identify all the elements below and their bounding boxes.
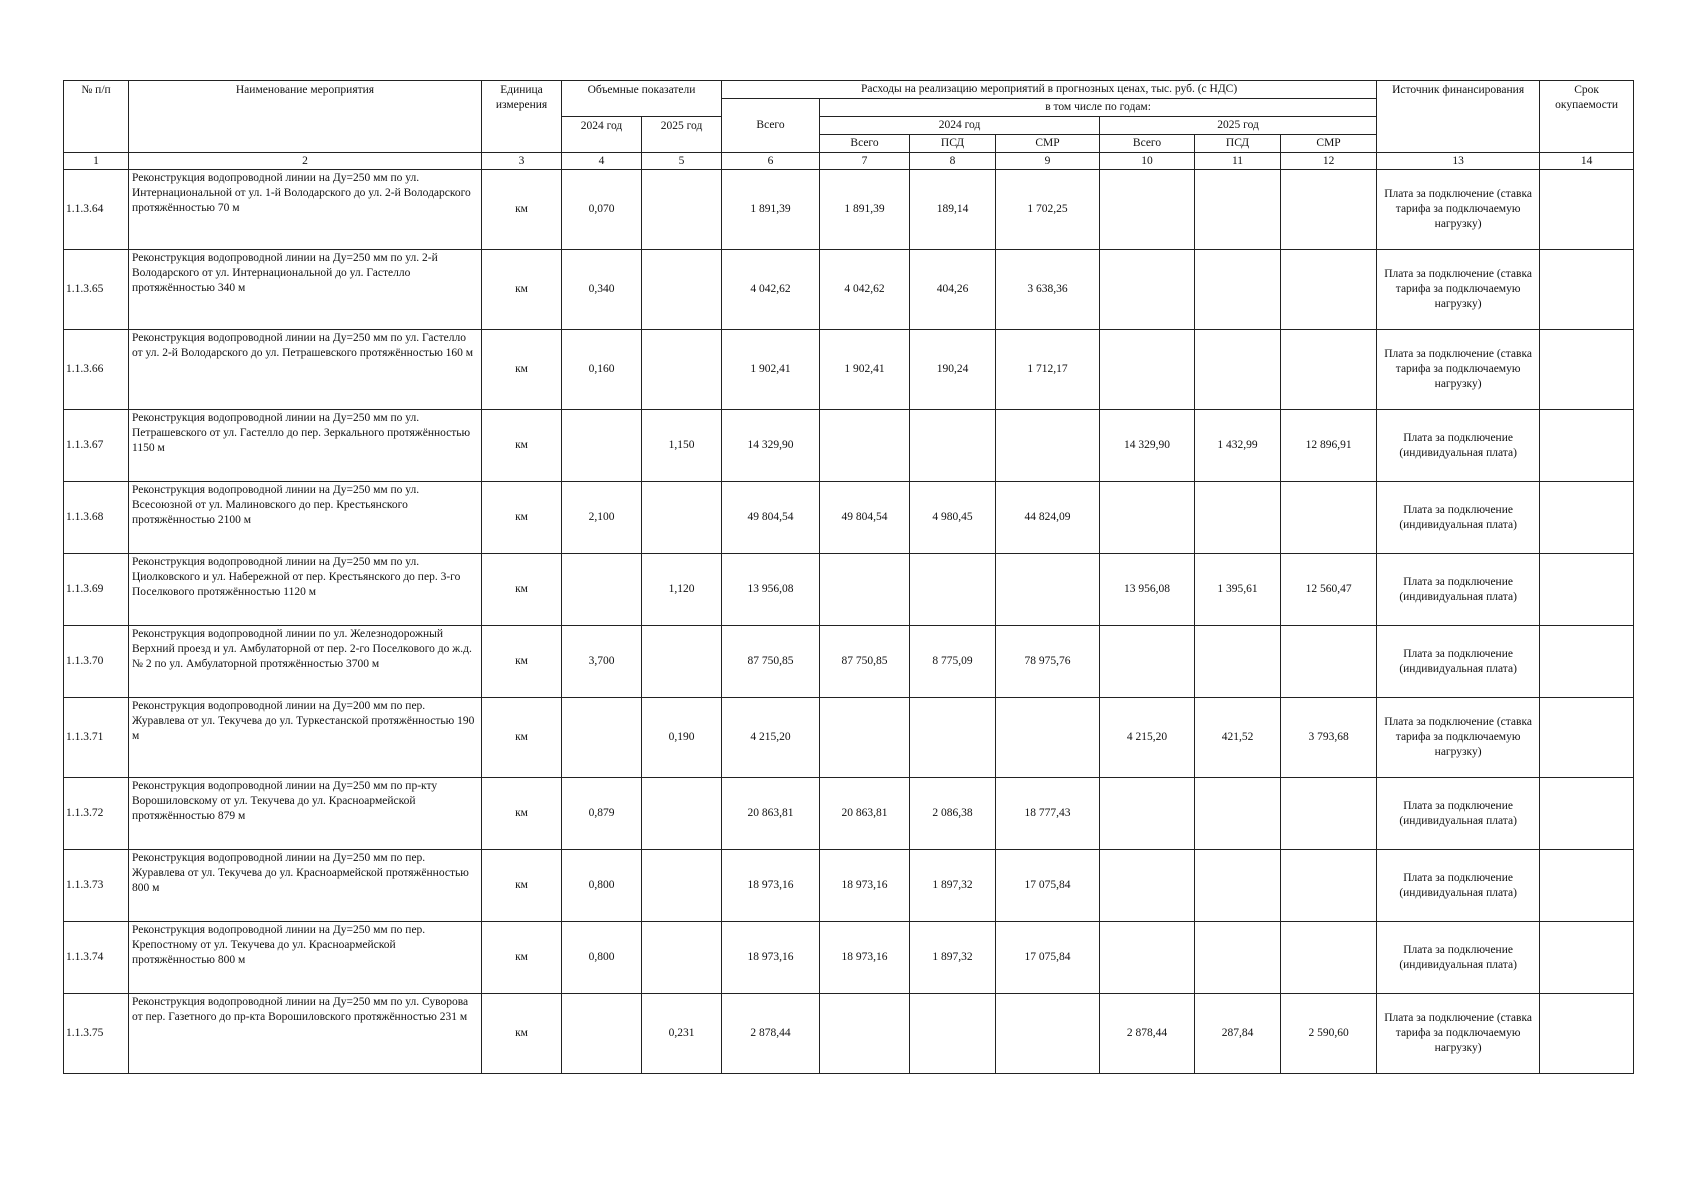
cost-2024-total-cell: 1 891,39 bbox=[820, 170, 910, 250]
header-costs: Расходы на реализацию мероприятий в прогнозных ценах, тыс. руб. (с НДС) bbox=[722, 81, 1377, 99]
financing-source-cell: Плата за подключение (индивидуальная плата) bbox=[1377, 410, 1540, 482]
unit-cell: км bbox=[482, 922, 562, 994]
cost-2024-psd-cell: 1 897,32 bbox=[910, 922, 996, 994]
header-volume-2025: 2025 год bbox=[642, 117, 722, 153]
column-number: 5 bbox=[642, 153, 722, 170]
table-row bbox=[64, 170, 1634, 250]
payback-cell bbox=[1540, 330, 1634, 410]
payback-cell bbox=[1540, 250, 1634, 330]
header-unit: Единица измерения bbox=[482, 81, 562, 153]
header-name: Наименование мероприятия bbox=[129, 81, 482, 153]
cost-2024-psd-cell: 4 980,45 bbox=[910, 482, 996, 554]
payback-cell bbox=[1540, 922, 1634, 994]
cost-2024-total-cell bbox=[820, 554, 910, 626]
financing-source-cell: Плата за подключение (индивидуальная плата) bbox=[1377, 482, 1540, 554]
total-cost-cell: 1 902,41 bbox=[722, 330, 820, 410]
volume-2025-cell bbox=[642, 170, 722, 250]
volume-2025-cell: 0,190 bbox=[642, 698, 722, 778]
unit-cell: км bbox=[482, 554, 562, 626]
table-row bbox=[64, 482, 1634, 554]
unit-cell: км bbox=[482, 170, 562, 250]
cost-2024-psd-cell bbox=[910, 554, 996, 626]
unit-cell: км bbox=[482, 850, 562, 922]
measures-table bbox=[63, 80, 1634, 1074]
payback-cell bbox=[1540, 626, 1634, 698]
row-number: 1.1.3.70 bbox=[64, 626, 129, 698]
column-number: 7 bbox=[820, 153, 910, 170]
header-2025-total: Всего bbox=[1100, 135, 1195, 153]
cost-2025-smr-cell bbox=[1281, 626, 1377, 698]
cost-2024-psd-cell: 8 775,09 bbox=[910, 626, 996, 698]
cost-2024-smr-cell: 44 824,09 bbox=[996, 482, 1100, 554]
table-row bbox=[64, 554, 1634, 626]
volume-2024-cell: 0,070 bbox=[562, 170, 642, 250]
cost-2025-psd-cell: 287,84 bbox=[1195, 994, 1281, 1074]
table-row bbox=[64, 250, 1634, 330]
payback-cell bbox=[1540, 410, 1634, 482]
volume-2024-cell bbox=[562, 994, 642, 1074]
row-number: 1.1.3.66 bbox=[64, 330, 129, 410]
financing-source-cell: Плата за подключение (ставка тарифа за подключаемую нагрузку) bbox=[1377, 250, 1540, 330]
payback-cell bbox=[1540, 698, 1634, 778]
financing-source-cell: Плата за подключение (ставка тарифа за подключаемую нагрузку) bbox=[1377, 698, 1540, 778]
cost-2025-total-cell bbox=[1100, 626, 1195, 698]
cost-2025-smr-cell bbox=[1281, 922, 1377, 994]
volume-2025-cell bbox=[642, 626, 722, 698]
header-source: Источник финансирования bbox=[1377, 81, 1540, 153]
cost-2024-total-cell: 18 973,16 bbox=[820, 850, 910, 922]
header-year-2024: 2024 год bbox=[820, 117, 1100, 135]
header-year-2025: 2025 год bbox=[1100, 117, 1377, 135]
payback-cell bbox=[1540, 778, 1634, 850]
column-number: 11 bbox=[1195, 153, 1281, 170]
cost-2025-smr-cell: 2 590,60 bbox=[1281, 994, 1377, 1074]
cost-2025-smr-cell bbox=[1281, 778, 1377, 850]
cost-2025-smr-cell bbox=[1281, 482, 1377, 554]
total-cost-cell: 18 973,16 bbox=[722, 850, 820, 922]
cost-2025-psd-cell bbox=[1195, 250, 1281, 330]
header-payback: Срок окупаемости bbox=[1540, 81, 1634, 153]
total-cost-cell: 4 042,62 bbox=[722, 250, 820, 330]
financing-source-cell: Плата за подключение (ставка тарифа за подключаемую нагрузку) bbox=[1377, 170, 1540, 250]
column-number: 4 bbox=[562, 153, 642, 170]
cost-2025-smr-cell: 12 896,91 bbox=[1281, 410, 1377, 482]
volume-2025-cell bbox=[642, 778, 722, 850]
cost-2024-psd-cell: 189,14 bbox=[910, 170, 996, 250]
financing-source-cell: Плата за подключение (индивидуальная плата) bbox=[1377, 778, 1540, 850]
cost-2025-total-cell: 2 878,44 bbox=[1100, 994, 1195, 1074]
cost-2024-smr-cell: 78 975,76 bbox=[996, 626, 1100, 698]
financing-source-cell: Плата за подключение (ставка тарифа за подключаемую нагрузку) bbox=[1377, 330, 1540, 410]
cost-2025-psd-cell bbox=[1195, 482, 1281, 554]
cost-2024-smr-cell: 1 712,17 bbox=[996, 330, 1100, 410]
measure-name: Реконструкция водопроводной линии на Ду=250 мм по ул. Суворова от пер. Газетного до пр-кта Ворошиловского протяжённостью 231 м bbox=[129, 994, 482, 1074]
column-numbers-row bbox=[64, 153, 1634, 170]
header-by-years: в том числе по годам: bbox=[820, 99, 1377, 117]
table-row bbox=[64, 698, 1634, 778]
cost-2025-total-cell: 4 215,20 bbox=[1100, 698, 1195, 778]
column-number: 8 bbox=[910, 153, 996, 170]
cost-2024-total-cell: 20 863,81 bbox=[820, 778, 910, 850]
payback-cell bbox=[1540, 554, 1634, 626]
cost-2025-total-cell: 14 329,90 bbox=[1100, 410, 1195, 482]
cost-2024-psd-cell: 2 086,38 bbox=[910, 778, 996, 850]
total-cost-cell: 14 329,90 bbox=[722, 410, 820, 482]
row-number: 1.1.3.73 bbox=[64, 850, 129, 922]
total-cost-cell: 2 878,44 bbox=[722, 994, 820, 1074]
cost-2025-psd-cell bbox=[1195, 850, 1281, 922]
volume-2024-cell bbox=[562, 698, 642, 778]
column-number: 3 bbox=[482, 153, 562, 170]
cost-2025-total-cell bbox=[1100, 330, 1195, 410]
row-number: 1.1.3.75 bbox=[64, 994, 129, 1074]
volume-2024-cell: 0,800 bbox=[562, 850, 642, 922]
cost-2024-psd-cell: 190,24 bbox=[910, 330, 996, 410]
cost-2024-total-cell: 87 750,85 bbox=[820, 626, 910, 698]
cost-2024-total-cell bbox=[820, 994, 910, 1074]
measure-name: Реконструкция водопроводной линии на Ду=250 мм по ул. Всесоюзной от ул. Малиновского до пер. Крестьянского протяжённостью 2100 м bbox=[129, 482, 482, 554]
volume-2024-cell: 0,340 bbox=[562, 250, 642, 330]
column-number: 14 bbox=[1540, 153, 1634, 170]
cost-2025-total-cell bbox=[1100, 170, 1195, 250]
volume-2024-cell bbox=[562, 554, 642, 626]
financing-source-cell: Плата за подключение (ставка тарифа за подключаемую нагрузку) bbox=[1377, 994, 1540, 1074]
table-row bbox=[64, 850, 1634, 922]
payback-cell bbox=[1540, 850, 1634, 922]
volume-2024-cell: 0,160 bbox=[562, 330, 642, 410]
cost-2025-smr-cell bbox=[1281, 850, 1377, 922]
measure-name: Реконструкция водопроводной линии на Ду=250 мм по ул. Петрашевского от ул. Гастелло до пер. Зеркального протяжённостью 1150 м bbox=[129, 410, 482, 482]
cost-2025-psd-cell bbox=[1195, 922, 1281, 994]
cost-2025-total-cell bbox=[1100, 778, 1195, 850]
cost-2025-psd-cell bbox=[1195, 626, 1281, 698]
row-number: 1.1.3.72 bbox=[64, 778, 129, 850]
cost-2025-psd-cell: 1 395,61 bbox=[1195, 554, 1281, 626]
cost-2025-total-cell: 13 956,08 bbox=[1100, 554, 1195, 626]
header-num: № п/п bbox=[64, 81, 129, 153]
cost-2024-total-cell bbox=[820, 410, 910, 482]
header-total: Всего bbox=[722, 99, 820, 153]
row-number: 1.1.3.65 bbox=[64, 250, 129, 330]
cost-2024-psd-cell bbox=[910, 698, 996, 778]
total-cost-cell: 49 804,54 bbox=[722, 482, 820, 554]
unit-cell: км bbox=[482, 250, 562, 330]
column-number: 9 bbox=[996, 153, 1100, 170]
row-number: 1.1.3.67 bbox=[64, 410, 129, 482]
total-cost-cell: 1 891,39 bbox=[722, 170, 820, 250]
table-row bbox=[64, 994, 1634, 1074]
cost-2024-total-cell: 1 902,41 bbox=[820, 330, 910, 410]
cost-2024-total-cell: 49 804,54 bbox=[820, 482, 910, 554]
unit-cell: км bbox=[482, 482, 562, 554]
cost-2025-psd-cell bbox=[1195, 330, 1281, 410]
volume-2025-cell: 1,150 bbox=[642, 410, 722, 482]
total-cost-cell: 18 973,16 bbox=[722, 922, 820, 994]
row-number: 1.1.3.71 bbox=[64, 698, 129, 778]
column-number: 1 bbox=[64, 153, 129, 170]
total-cost-cell: 87 750,85 bbox=[722, 626, 820, 698]
table-row bbox=[64, 778, 1634, 850]
volume-2025-cell bbox=[642, 330, 722, 410]
payback-cell bbox=[1540, 170, 1634, 250]
cost-2024-smr-cell: 18 777,43 bbox=[996, 778, 1100, 850]
total-cost-cell: 4 215,20 bbox=[722, 698, 820, 778]
volume-2025-cell bbox=[642, 482, 722, 554]
measure-name: Реконструкция водопроводной линии на Ду=200 мм по пер. Журавлева от ул. Текучева до ул. Туркестанской протяжённостью 190 м bbox=[129, 698, 482, 778]
measure-name: Реконструкция водопроводной линии на Ду=250 мм по ул. Циолковского и ул. Набережной от пер. Крестьянского до пер. 3-го Поселкового протяжённостью 1120 м bbox=[129, 554, 482, 626]
cost-2025-total-cell bbox=[1100, 922, 1195, 994]
volume-2024-cell: 2,100 bbox=[562, 482, 642, 554]
cost-2025-total-cell bbox=[1100, 850, 1195, 922]
cost-2024-smr-cell bbox=[996, 994, 1100, 1074]
cost-2024-smr-cell: 17 075,84 bbox=[996, 922, 1100, 994]
measure-name: Реконструкция водопроводной линии на Ду=250 мм по пр-кту Ворошиловскому от ул. Текучева до ул. Красноармейской протяжённостью 879 м bbox=[129, 778, 482, 850]
cost-2025-psd-cell: 1 432,99 bbox=[1195, 410, 1281, 482]
cost-2024-total-cell: 18 973,16 bbox=[820, 922, 910, 994]
row-number: 1.1.3.69 bbox=[64, 554, 129, 626]
unit-cell: км bbox=[482, 410, 562, 482]
financing-source-cell: Плата за подключение (индивидуальная плата) bbox=[1377, 922, 1540, 994]
volume-2025-cell bbox=[642, 850, 722, 922]
volume-2024-cell: 0,800 bbox=[562, 922, 642, 994]
volume-2025-cell bbox=[642, 922, 722, 994]
volume-2025-cell: 0,231 bbox=[642, 994, 722, 1074]
cost-2024-psd-cell bbox=[910, 994, 996, 1074]
row-number: 1.1.3.64 bbox=[64, 170, 129, 250]
payback-cell bbox=[1540, 994, 1634, 1074]
measure-name: Реконструкция водопроводной линии на Ду=250 мм по пер. Журавлева от ул. Текучева до ул. Красноармейской протяжённостью 800 м bbox=[129, 850, 482, 922]
measure-name: Реконструкция водопроводной линии на Ду=250 мм по ул. 2-й Володарского от ул. Интернациональной до ул. Гастелло протяжённостью 340 м bbox=[129, 250, 482, 330]
cost-2025-psd-cell: 421,52 bbox=[1195, 698, 1281, 778]
cost-2024-smr-cell bbox=[996, 698, 1100, 778]
cost-2025-psd-cell bbox=[1195, 170, 1281, 250]
cost-2024-smr-cell: 3 638,36 bbox=[996, 250, 1100, 330]
table-row bbox=[64, 626, 1634, 698]
payback-cell bbox=[1540, 482, 1634, 554]
header-volume: Объемные показатели bbox=[562, 81, 722, 117]
cost-2024-smr-cell bbox=[996, 410, 1100, 482]
financing-source-cell: Плата за подключение (индивидуальная плата) bbox=[1377, 850, 1540, 922]
cost-2025-smr-cell bbox=[1281, 250, 1377, 330]
table-row bbox=[64, 330, 1634, 410]
table-row bbox=[64, 922, 1634, 994]
header-2024-total: Всего bbox=[820, 135, 910, 153]
column-number: 2 bbox=[129, 153, 482, 170]
header-2024-smr: СМР bbox=[996, 135, 1100, 153]
unit-cell: км bbox=[482, 778, 562, 850]
financing-source-cell: Плата за подключение (индивидуальная плата) bbox=[1377, 626, 1540, 698]
column-number: 12 bbox=[1281, 153, 1377, 170]
cost-2025-smr-cell bbox=[1281, 170, 1377, 250]
cost-2024-psd-cell: 1 897,32 bbox=[910, 850, 996, 922]
row-number: 1.1.3.74 bbox=[64, 922, 129, 994]
cost-2024-total-cell bbox=[820, 698, 910, 778]
column-number: 6 bbox=[722, 153, 820, 170]
unit-cell: км bbox=[482, 626, 562, 698]
measure-name: Реконструкция водопроводной линии по ул. Железнодорожный Верхний проезд и ул. Амбулаторной от пер. 2-го Поселкового до ж.д. № 2 по ул. Амбулаторной протяжённостью 3700 м bbox=[129, 626, 482, 698]
cost-2025-smr-cell: 3 793,68 bbox=[1281, 698, 1377, 778]
cost-2025-total-cell bbox=[1100, 250, 1195, 330]
header-2025-psd: ПСД bbox=[1195, 135, 1281, 153]
cost-2024-psd-cell bbox=[910, 410, 996, 482]
cost-2025-psd-cell bbox=[1195, 778, 1281, 850]
volume-2025-cell bbox=[642, 250, 722, 330]
cost-2025-smr-cell: 12 560,47 bbox=[1281, 554, 1377, 626]
volume-2024-cell bbox=[562, 410, 642, 482]
volume-2024-cell: 0,879 bbox=[562, 778, 642, 850]
volume-2025-cell: 1,120 bbox=[642, 554, 722, 626]
volume-2024-cell: 3,700 bbox=[562, 626, 642, 698]
table-row bbox=[64, 410, 1634, 482]
cost-2024-smr-cell bbox=[996, 554, 1100, 626]
measure-name: Реконструкция водопроводной линии на Ду=250 мм по ул. Гастелло от ул. 2-й Володарского до ул. Петрашевского протяжённостью 160 м bbox=[129, 330, 482, 410]
cost-2025-smr-cell bbox=[1281, 330, 1377, 410]
total-cost-cell: 20 863,81 bbox=[722, 778, 820, 850]
unit-cell: км bbox=[482, 330, 562, 410]
unit-cell: км bbox=[482, 994, 562, 1074]
cost-2025-total-cell bbox=[1100, 482, 1195, 554]
column-number: 13 bbox=[1377, 153, 1540, 170]
cost-2024-smr-cell: 1 702,25 bbox=[996, 170, 1100, 250]
measure-name: Реконструкция водопроводной линии на Ду=250 мм по ул. Интернациональной от ул. 1-й Володарского до ул. 2-й Володарского протяжённостью 70 м bbox=[129, 170, 482, 250]
financing-source-cell: Плата за подключение (индивидуальная плата) bbox=[1377, 554, 1540, 626]
unit-cell: км bbox=[482, 698, 562, 778]
header-2024-psd: ПСД bbox=[910, 135, 996, 153]
header-volume-2024: 2024 год bbox=[562, 117, 642, 153]
header-2025-smr: СМР bbox=[1281, 135, 1377, 153]
cost-2024-psd-cell: 404,26 bbox=[910, 250, 996, 330]
total-cost-cell: 13 956,08 bbox=[722, 554, 820, 626]
measure-name: Реконструкция водопроводной линии на Ду=250 мм по пер. Крепостному от ул. Текучева до ул. Красноармейской протяжённостью 800 м bbox=[129, 922, 482, 994]
column-number: 10 bbox=[1100, 153, 1195, 170]
cost-2024-smr-cell: 17 075,84 bbox=[996, 850, 1100, 922]
cost-2024-total-cell: 4 042,62 bbox=[820, 250, 910, 330]
row-number: 1.1.3.68 bbox=[64, 482, 129, 554]
